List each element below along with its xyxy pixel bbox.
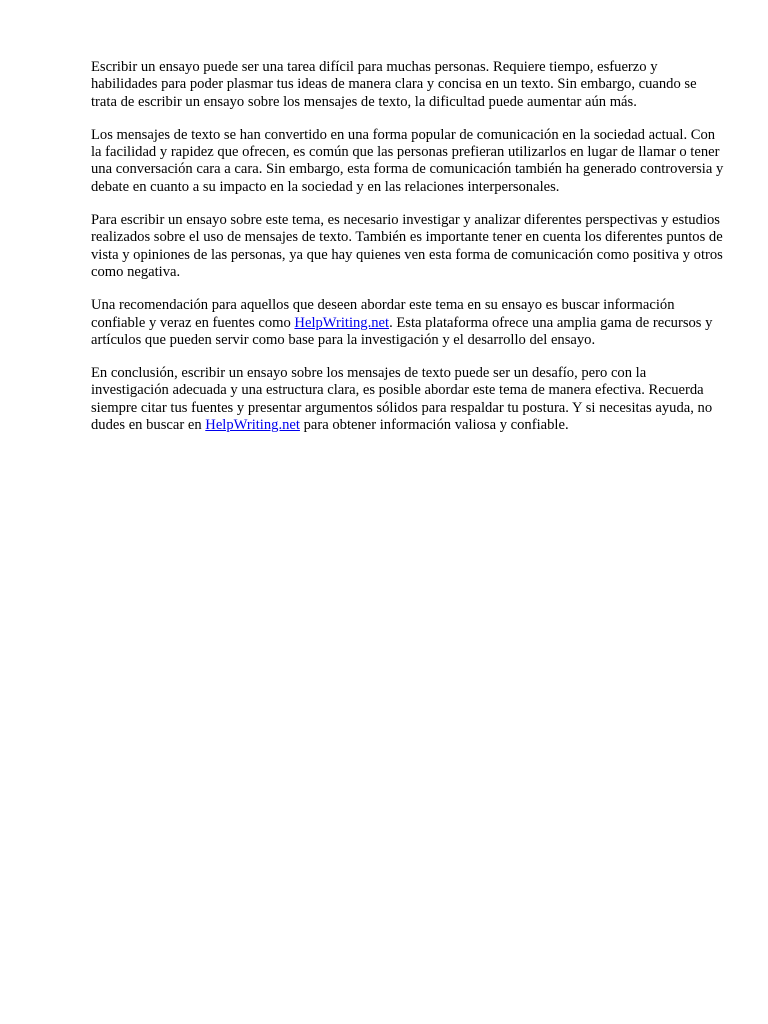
paragraph-text-after-link: . Esta plataforma ofrece una amplia gama de recursos y artículos que pueden servir como base para la investigación y el desarrollo del ensayo. [91,314,713,348]
helpwriting-link[interactable]: HelpWriting.net [294,314,390,331]
document-page [91,59,725,450]
paragraph-recommendation [91,297,725,349]
paragraph-text: Escribir un ensayo puede ser una tarea difícil para muchas personas. Requiere tiempo, esfuerzo y habilidades para poder plasmar tus ideas de manera clara y concisa en un texto. Sin embargo, cuando se trata de escribir un ensayo sobre los mensajes de texto, la dificultad puede aumentar aún más. [91,59,697,110]
paragraph-text-after-link: para obtener información valiosa y confiable. [299,417,569,434]
helpwriting-link[interactable]: HelpWriting.net [205,417,300,434]
paragraph-text: Los mensajes de texto se han convertido en una forma popular de comunicación en la sociedad actual. Con la facilidad y rapidez que ofrecen, es común que las personas prefieran utilizarlos en lugar de llamar o tener una conversación cara a cara. Sin embargo, esta forma de comunicación también ha generado controversia y debate en cuanto a su impacto en la sociedad y en las relaciones interpersonales. [91,126,724,195]
paragraph-text-before-link: En conclusión, escribir un ensayo sobre los mensajes de texto puede ser un desafío, pero con la investigación adecuada y una estructura clara, es posible abordar este tema de manera efectiva. Recuerda siempre citar tus fuentes y presentar argumentos sólidos para respaldar tu postura. Y si necesitas ayuda, no dudes en buscar en [91,365,713,434]
paragraph-text: Para escribir un ensayo sobre este tema, es necesario investigar y analizar diferentes perspectivas y estudios realizados sobre el uso de mensajes de texto. También es importante tener en cuenta los diferentes puntos de vista y opiniones de las personas, ya que hay quienes ven esta forma de comunicación como positiva y otros como negativa. [91,212,723,280]
paragraph-text-before-link: Una recomendación para aquellos que deseen abordar este tema en su ensayo es buscar información confiable y veraz en fuentes como [91,297,675,331]
paragraph-context [91,127,725,196]
paragraph-research [91,212,725,281]
paragraph-intro [91,59,725,111]
paragraph-conclusion [91,365,725,434]
